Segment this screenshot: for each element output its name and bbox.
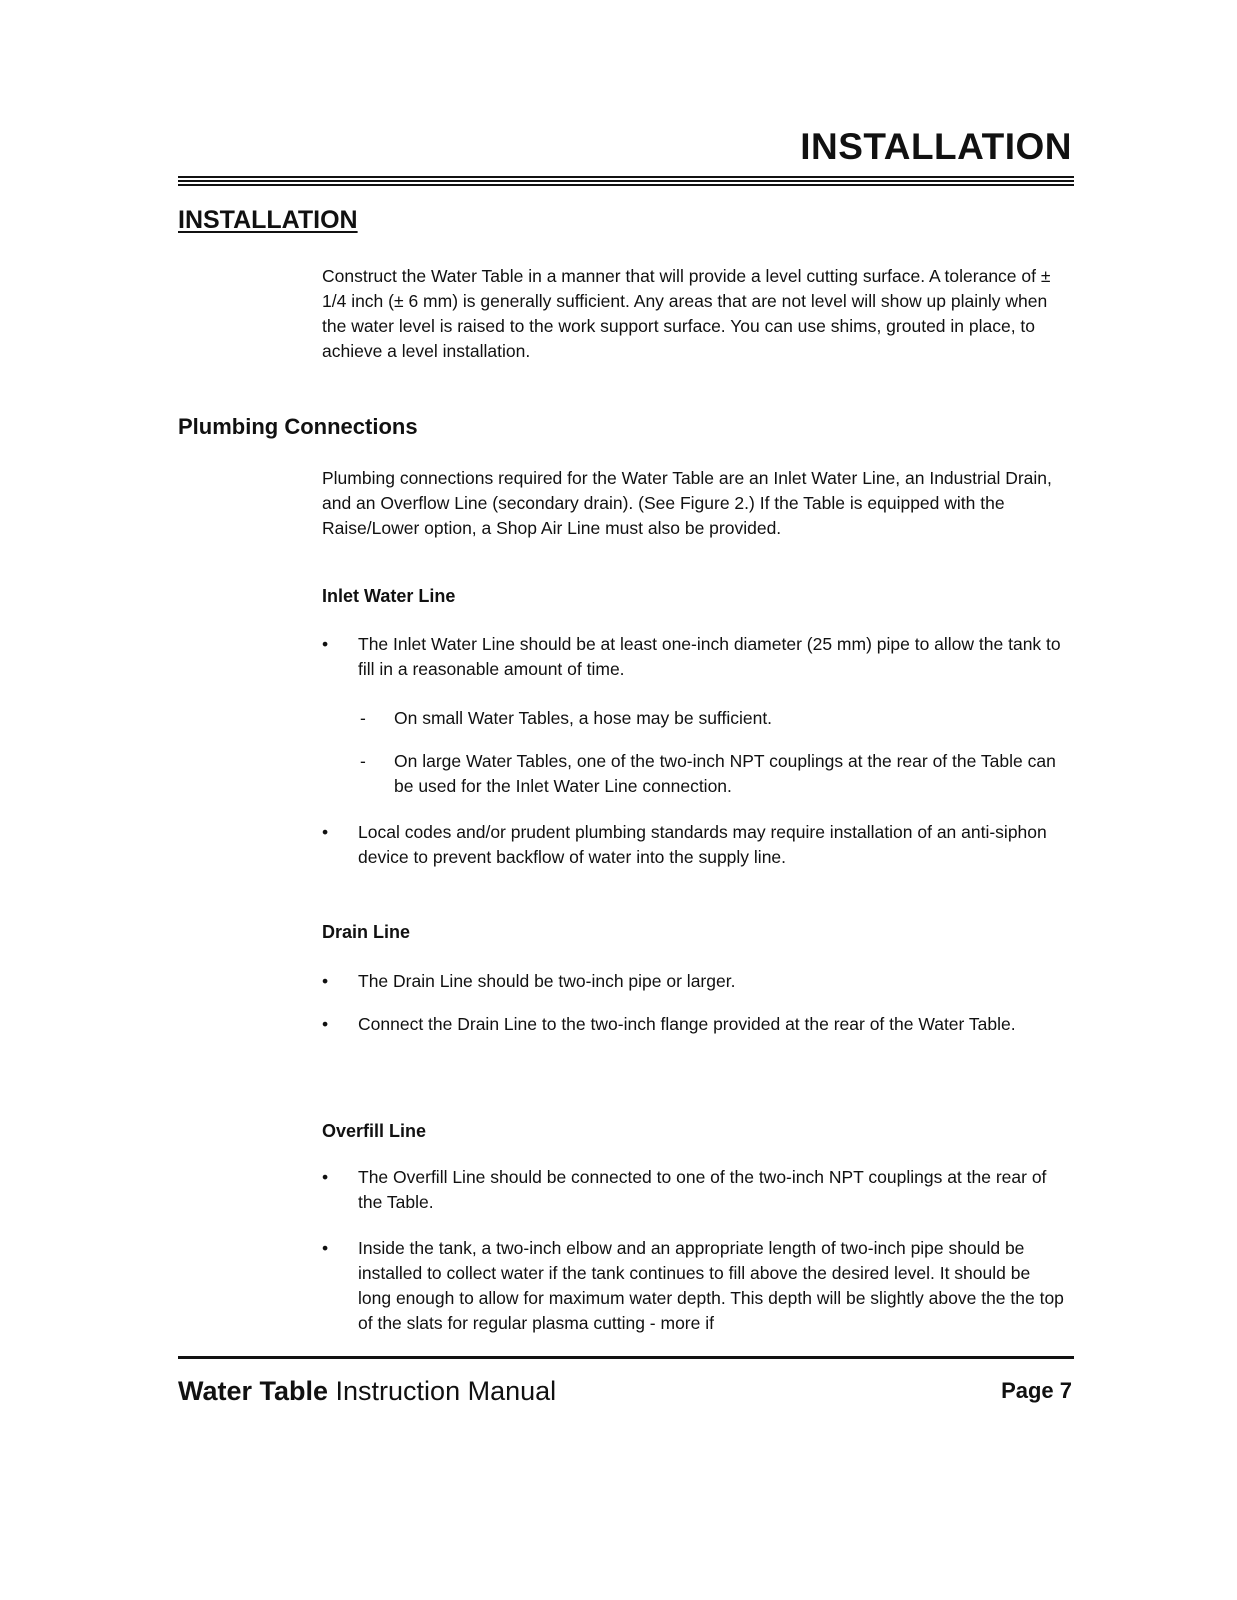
installation-intro: Construct the Water Table in a manner that will provide a level cutting surface. A tolerance of ± 1/4 inch (± 6 mm) is generally sufficient. Any areas that are not level will show up plainly when the water level is raised to the work support surface. You can use shims, grouted in place, to achieve a level installation. — [322, 266, 1051, 361]
list-item — [322, 1236, 1067, 1336]
list-item — [322, 969, 1067, 994]
plumbing-intro: Plumbing connections required for the Water Table are an Inlet Water Line, an Industrial Drain, and an Overflow Line (secondary drain). (See Figure 2.) If the Table is equipped with the Raise/Lower option, a Shop Air Line must also be provided. — [322, 468, 1052, 538]
list-item-text: Inside the tank, a two-inch elbow and an appropriate length of two-inch pipe should be installed to collect water if the tank continues to fill above the desired level. It should be long enough to allow for maximum water depth. This depth will be slightly above the the top of the slats for regular plasma cutting - more if — [358, 1238, 1064, 1333]
footer-rule — [178, 1356, 1074, 1359]
list-item-text: On small Water Tables, a hose may be sufficient. — [394, 708, 773, 728]
list-item-text: On large Water Tables, one of the two-inch NPT couplings at the rear of the Table can be used for the Inlet Water Line connection. — [394, 751, 1056, 796]
bullet-icon: • — [322, 822, 329, 842]
list-item — [360, 749, 1067, 799]
header-rule — [178, 176, 1074, 186]
bullet-icon: • — [322, 1238, 329, 1258]
inlet-water-line-title: Inlet Water Line — [322, 586, 456, 606]
plumbing-connections-title: Plumbing Connections — [178, 414, 418, 439]
bullet-icon: • — [322, 1014, 329, 1034]
list-item — [360, 706, 1067, 731]
footer-manual-title-bold: Water Table — [178, 1376, 329, 1406]
list-item-text: The Overfill Line should be connected to one of the two-inch NPT couplings at the rear of the Table. — [358, 1167, 1047, 1212]
drain-line-title: Drain Line — [322, 922, 411, 942]
dash-icon: - — [360, 751, 366, 771]
page-header-title: INSTALLATION — [800, 126, 1072, 167]
section-title: INSTALLATION — [178, 206, 358, 234]
list-item — [322, 1165, 1067, 1215]
overfill-line-title: Overfill Line — [322, 1121, 427, 1141]
bullet-icon: • — [322, 971, 329, 991]
footer-manual-title-rest: Instruction Manual — [328, 1376, 557, 1406]
list-item — [322, 820, 1067, 870]
bullet-icon: • — [322, 634, 329, 654]
list-item — [322, 1012, 1067, 1037]
list-item-text: Connect the Drain Line to the two-inch flange provided at the rear of the Water Table. — [358, 1014, 1016, 1034]
list-item-text: The Inlet Water Line should be at least one-inch diameter (25 mm) pipe to allow the tank to fill in a reasonable amount of time. — [358, 634, 1061, 679]
page-number: Page 7 — [1001, 1378, 1072, 1403]
list-item-text: The Drain Line should be two-inch pipe or larger. — [358, 971, 736, 991]
list-item-text: Local codes and/or prudent plumbing standards may require installation of an anti-siphon device to prevent backflow of water into the supply line. — [358, 822, 1047, 867]
dash-icon: - — [360, 708, 366, 728]
footer-manual-title — [178, 1376, 556, 1407]
bullet-icon: • — [322, 1167, 329, 1187]
list-item — [322, 632, 1067, 682]
